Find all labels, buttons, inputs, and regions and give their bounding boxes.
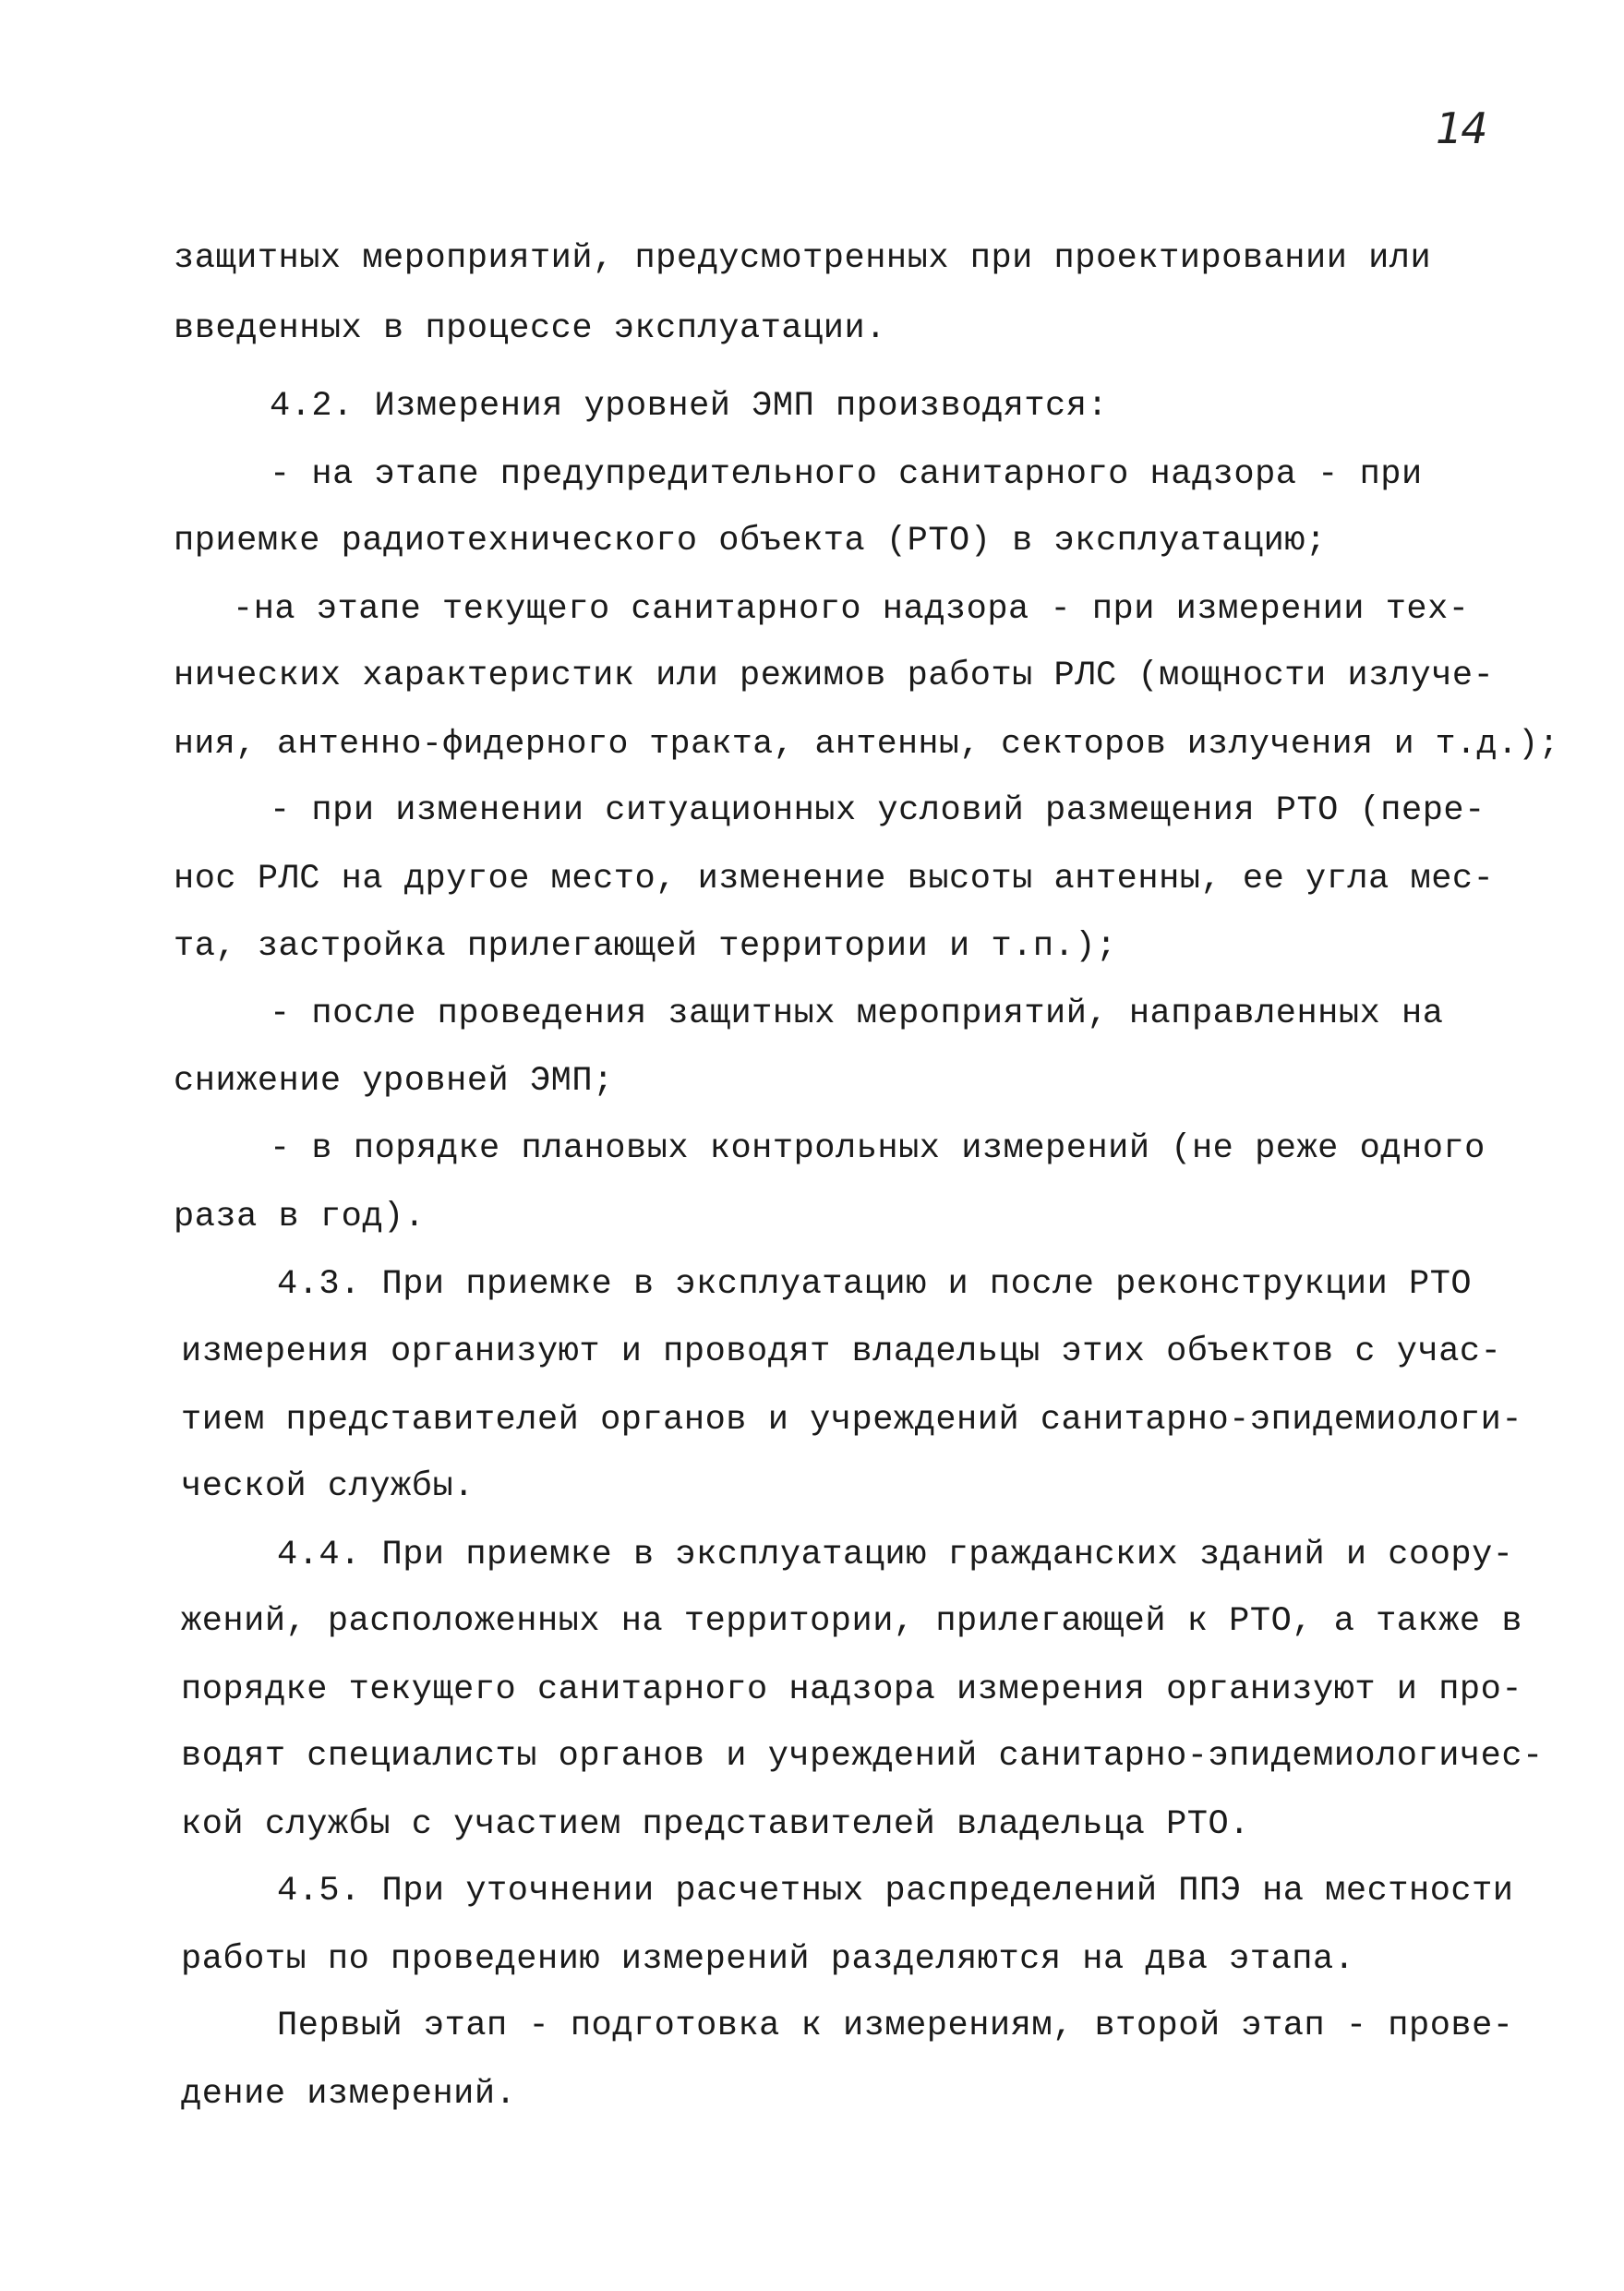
text-line: -на этапе текущего санитарного надзора - при измерении тех- (233, 590, 1470, 629)
text-line: 4.2. Измерения уровней ЭМП производятся: (270, 387, 1109, 426)
text-line: Первый этап - подготовка к измерениям, второй этап - прове- (277, 2007, 1514, 2045)
text-line: порядке текущего санитарного надзора измерения организуют и про- (181, 1670, 1523, 1709)
text-line: жений, расположенных на территории, прилегающей к РТО, а также в (181, 1602, 1523, 1641)
text-line: работы по проведению измерений разделяются на два этапа. (181, 1940, 1355, 1979)
text-line: ния, антенно-фидерного тракта, антенны, секторов излучения и т.д.); (174, 725, 1560, 763)
text-line: измерения организуют и проводят владельцы этих объектов с учас- (181, 1332, 1502, 1371)
text-line: защитных мероприятий, предусмотренных при проектировании или (174, 239, 1432, 278)
text-line: нос РЛС на другое место, изменение высоты антенны, ее угла мес- (174, 860, 1495, 898)
text-line: - в порядке плановых контрольных измерений (не реже одного (270, 1129, 1486, 1168)
text-line: водят специалисты органов и учреждений санитарно-эпидемиологичес- (181, 1737, 1544, 1776)
text-line: дение измерений. (181, 2075, 517, 2114)
text-line: приемке радиотехнического объекта (РТО) в эксплуатацию; (174, 522, 1327, 561)
text-line: 4.5. При уточнении расчетных распределений ППЭ на местности (277, 1872, 1514, 1911)
text-line: 4.3. При приемке в эксплуатацию и после реконструкции РТО (277, 1265, 1473, 1304)
text-line: ческой службы. (181, 1467, 475, 1506)
text-line: кой службы с участием представителей владельца РТО. (181, 1805, 1250, 1844)
page-number: 14 (1436, 103, 1486, 153)
text-line: та, застройка прилегающей территории и т.п.); (174, 927, 1117, 966)
text-line: 4.4. При приемке в эксплуатацию гражданских зданий и соору- (277, 1536, 1514, 1574)
text-line: - при изменении ситуационных условий размещения РТО (пере- (270, 791, 1486, 830)
text-line: нических характеристик или режимов работы РЛС (мощности излуче- (174, 657, 1495, 695)
text-line: введенных в процессе эксплуатации. (174, 309, 886, 348)
text-line: раза в год). (174, 1198, 426, 1236)
text-line: тием представителей органов и учреждений санитарно-эпидемиологи- (181, 1401, 1523, 1440)
text-line: снижение уровней ЭМП; (174, 1062, 614, 1101)
text-line: - после проведения защитных мероприятий, направленных на (270, 995, 1444, 1033)
text-line: - на этапе предупредительного санитарного надзора - при (270, 455, 1423, 494)
